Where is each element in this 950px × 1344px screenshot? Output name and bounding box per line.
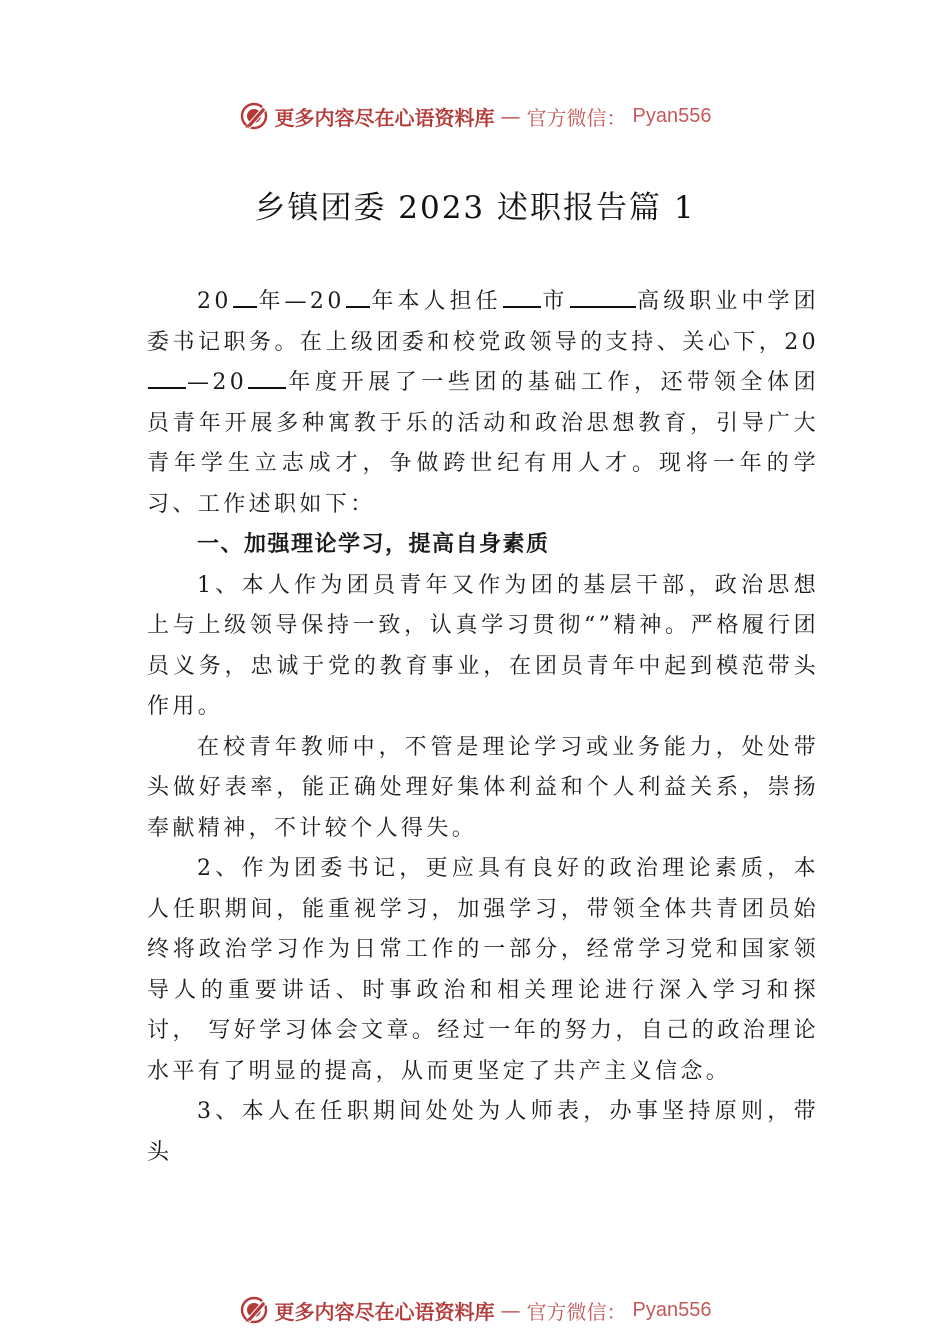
footer-watermark — [0, 1290, 950, 1330]
fill-blank — [248, 365, 286, 389]
watermark-label: 官方微信： — [526, 1299, 627, 1324]
fill-blank — [503, 284, 541, 308]
fill-blank — [148, 365, 186, 389]
body-paragraph: 2、作为团委书记，更应具有良好的政治理论素质，本人任职期间，能重视学习，加强学习，带领全体共青团员始终将政治学习作为日常工作的一部分，经常学习党和国家领导人的重要讲话、时事政治和相关理论进行深入学习和探讨， 写好学习体会文章。经过一年的努力，自己的政治理论水平有了明显的提高，从而更坚定了共产主义信念。 — [147, 856, 819, 1084]
pen-seal-icon — [239, 101, 269, 131]
fill-blank — [570, 284, 636, 308]
document-body — [147, 282, 819, 1173]
watermark-wechat-id: Pyan556 — [632, 104, 712, 127]
intro-paragraph — [147, 282, 819, 525]
body-paragraph: 在校青年教师中，不管是理论学习或业务能力，处处带头做好表率，能正确处理好集体利益和个人利益关系，崇扬奉献精神，不计较个人得失。 — [147, 734, 819, 841]
intro-text: —20 — [187, 370, 248, 395]
fill-blank — [346, 284, 370, 308]
intro-text: 年本人担任 — [370, 289, 502, 314]
watermark-brand: 更多内容尽在心语资料库 — [274, 105, 495, 130]
watermark-separator: — — [500, 104, 521, 128]
pen-seal-icon — [239, 1295, 269, 1325]
body-paragraph: 3、本人在任职期间处处为人师表，办事坚持原则，带头 — [147, 1099, 819, 1165]
watermark-separator: — — [500, 1298, 521, 1322]
section-heading: 一、加强理论学习，提高自身素质 — [197, 532, 550, 557]
watermark-label: 官方微信： — [526, 105, 627, 130]
intro-text: 市 — [541, 289, 569, 314]
intro-text: 20 — [197, 289, 232, 314]
fill-blank — [233, 284, 257, 308]
intro-text: 年度开展了一些团的基础工作，还带领全体团员青年开展多种寓教于乐的活动和政治思想教育，引导广大青年学生立志成才，争做跨世纪有用人才。现将一年的学习、工作述职如下： — [147, 370, 819, 517]
header-watermark — [0, 96, 950, 136]
watermark-wechat-id: Pyan556 — [632, 1298, 712, 1321]
intro-text: 年—20 — [257, 289, 345, 314]
watermark-brand: 更多内容尽在心语资料库 — [274, 1299, 495, 1324]
body-paragraph: 1、本人作为团员青年又作为团的基层干部，政治思想上与上级领导保持一致，认真学习贯彻“”精神。严格履行团员义务，忠诚于党的教育事业，在团员青年中起到模范带头作用。 — [147, 572, 819, 719]
intro-text: 高级职业中学团委书记职务。在上级团委和校党政领导的支持、关心下，20 — [147, 289, 819, 355]
document-title: 乡镇团委 2023 述职报告篇 1 — [254, 190, 696, 226]
